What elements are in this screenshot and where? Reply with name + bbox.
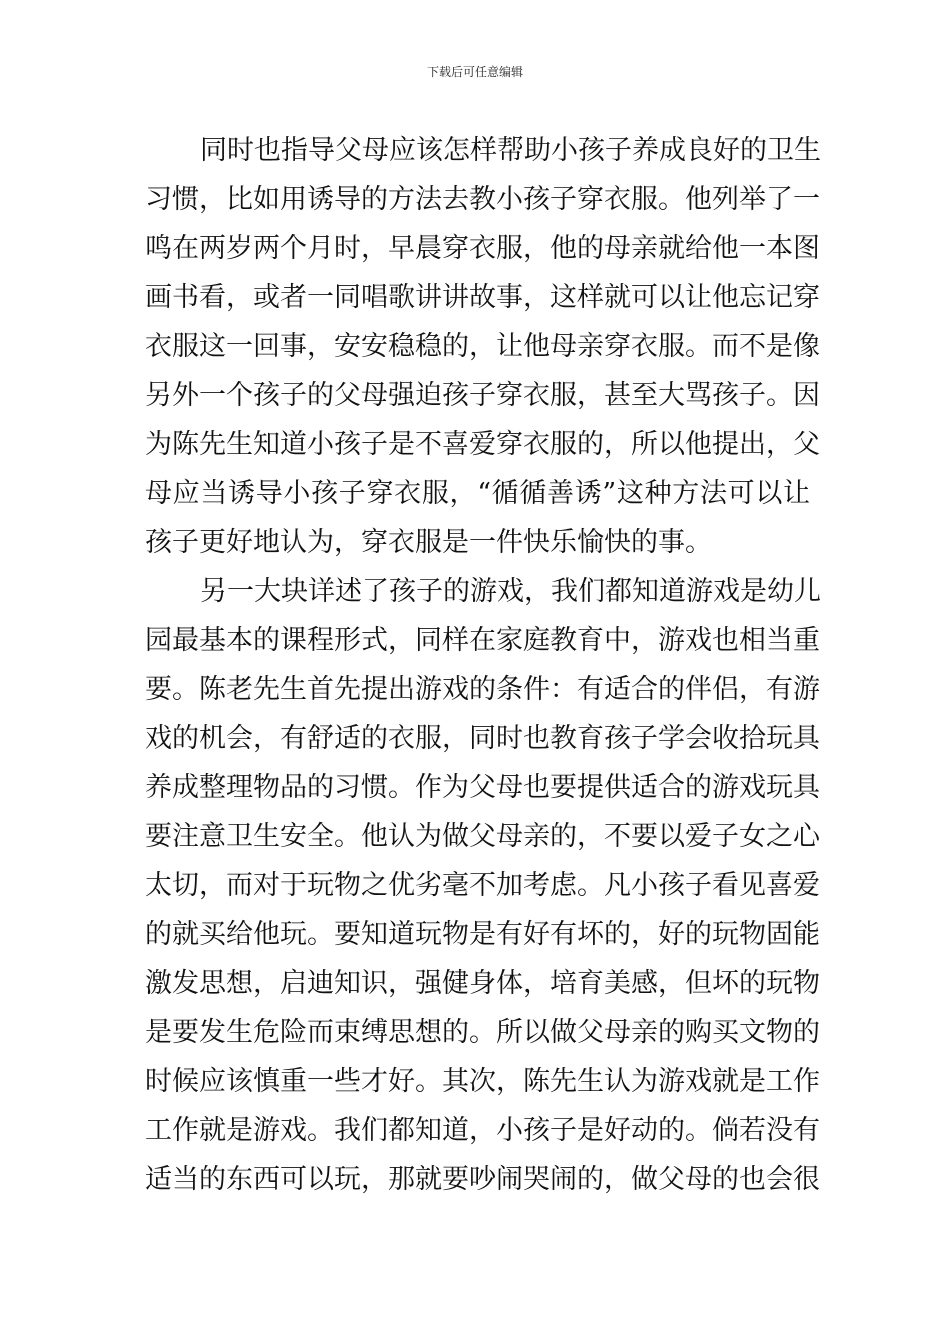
text-line: 时候应该慎重一些才好。其次，陈先生认为游戏就是工作 xyxy=(145,1066,820,1097)
text-line: 另一大块详述了孩子的游戏，我们都知道游戏是幼儿 xyxy=(200,576,821,607)
text-line: 戏的机会，有舒适的衣服，同时也教育孩子学会收拾玩具 xyxy=(145,723,820,754)
text-line: 适当的东西可以玩，那就要吵闹哭闹的，做父母的也会很 xyxy=(145,1164,820,1195)
text-line: 工作就是游戏。我们都知道，小孩子是好动的。倘若没有 xyxy=(145,1115,820,1146)
text-line: 孩子更好地认为，穿衣服是一件快乐愉快的事。 xyxy=(145,527,712,558)
text-line: 的就买给他玩。要知道玩物是有好有坏的，好的玩物固能 xyxy=(145,919,820,950)
text-line: 衣服这一回事，安安稳稳的，让他母亲穿衣服。而不是像 xyxy=(145,331,820,362)
text-line: 同时也指导父母应该怎样帮助小孩子养成良好的卫生 xyxy=(200,135,821,166)
text-line: 要注意卫生安全。他认为做父母亲的，不要以爱子女之心 xyxy=(145,821,820,852)
text-line: 激发思想，启迪知识，强健身体，培育美感，但坏的玩物 xyxy=(145,968,820,999)
text-line: 另外一个孩子的父母强迫孩子穿衣服，甚至大骂孩子。因 xyxy=(145,380,820,411)
text-line: 要。陈老先生首先提出游戏的条件：有适合的伴侣，有游 xyxy=(145,674,820,705)
document-body xyxy=(145,126,821,1204)
paragraph-2 xyxy=(145,567,821,1204)
paragraph-1 xyxy=(145,126,821,567)
text-line: 母应当诱导小孩子穿衣服，“循循善诱”这种方法可以让 xyxy=(145,478,810,509)
text-line: 养成整理物品的习惯。作为父母也要提供适合的游戏玩具 xyxy=(145,772,820,803)
text-line: 画书看，或者一同唱歌讲讲故事，这样就可以让他忘记穿 xyxy=(145,282,820,313)
text-line: 是要发生危险而束缚思想的。所以做父母亲的购买文物的 xyxy=(145,1017,820,1048)
text-line: 习惯，比如用诱导的方法去教小孩子穿衣服。他列举了一 xyxy=(145,184,820,215)
text-line: 园最基本的课程形式，同样在家庭教育中，游戏也相当重 xyxy=(145,625,820,656)
text-line: 鸣在两岁两个月时，早晨穿衣服，他的母亲就给他一本图 xyxy=(145,233,820,264)
text-line: 为陈先生知道小孩子是不喜爱穿衣服的，所以他提出，父 xyxy=(145,429,820,460)
page-header-note: 下载后可任意编辑 xyxy=(426,65,523,79)
text-line: 太切，而对于玩物之优劣毫不加考虑。凡小孩子看见喜爱 xyxy=(145,870,820,901)
